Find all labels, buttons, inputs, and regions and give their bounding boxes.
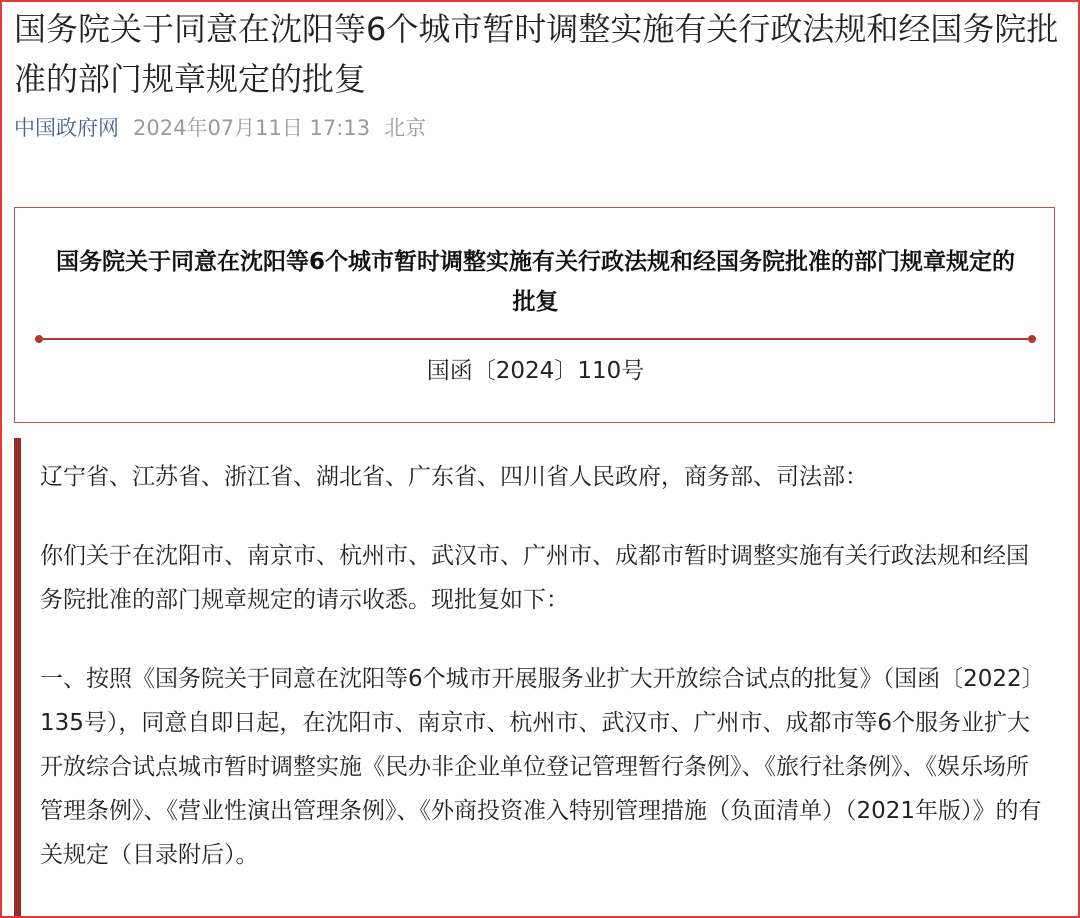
- document-number: 国函〔2024〕110号: [426, 358, 645, 384]
- publish-date: 2024年07月11日 17:13: [133, 116, 371, 140]
- article-meta: [14, 112, 426, 144]
- content-accent-bar: [14, 438, 21, 918]
- article-title: 国务院关于同意在沈阳等6个城市暂时调整实施有关行政法规和经国务院批准的部门规章规定的批复: [14, 10, 1059, 98]
- article-body: [40, 455, 1050, 877]
- document-title: 国务院关于同意在沈阳等6个城市暂时调整实施有关行政法规和经国务院批准的部门规章规定的批复: [55, 249, 1015, 315]
- document-header-box: [14, 207, 1055, 423]
- body-paragraph: 一、按照《国务院关于同意在沈阳等6个城市开展服务业扩大开放综合试点的批复》（国函〔2022〕135号），同意自即日起，在沈阳市、南京市、杭州市、武汉市、广州市、成都市等6个服务业扩大开放综合试点城市暂时调整实施《民办非企业单位登记管理暂行条例》、《旅行社条例》、《娱乐场所管理条例》、《营业性演出管理条例》、《外商投资准入特别管理措施（负面清单）（2021年版）》的有关规定（目录附后）。: [40, 666, 1045, 868]
- divider-dot-right: [1028, 335, 1036, 343]
- divider-dot-left: [35, 335, 43, 343]
- publish-location: 北京: [384, 116, 427, 140]
- source-link[interactable]: 中国政府网: [14, 116, 119, 140]
- body-paragraph: 你们关于在沈阳市、南京市、杭州市、武汉市、广州市、成都市暂时调整实施有关行政法规和经国务院批准的部门规章规定的请示收悉。现批复如下：: [40, 543, 1029, 613]
- divider-line: [37, 338, 1034, 340]
- salutation: 辽宁省、江苏省、浙江省、湖北省、广东省、四川省人民政府，商务部、司法部：: [40, 464, 868, 490]
